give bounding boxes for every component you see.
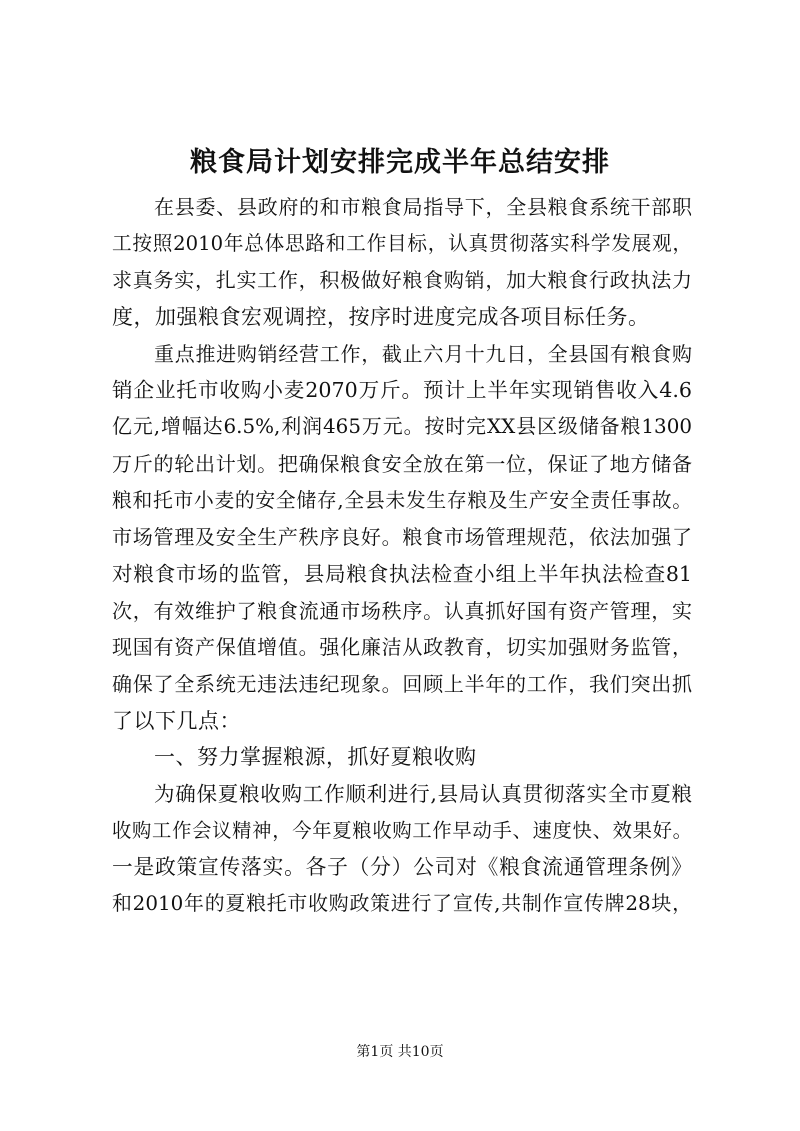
text-line: 亿元,增幅达6.5%,利润465万元。按时完XX县区级储备粮1300: [112, 415, 692, 439]
text-line: 重点推进购销经营工作，截止六月十九日，全县国有粮食购: [154, 341, 692, 366]
text-line: 粮和托市小麦的安全储存,全县未发生存粮及生产安全责任事故。: [112, 488, 692, 512]
text-line: 确保了全系统无违法违纪现象。回顾上半年的工作，我们突出抓: [112, 671, 692, 696]
text-line: 市场管理及安全生产秩序良好。粮食市场管理规范，依法加强了: [112, 525, 692, 550]
text-line: 工按照2010年总体思路和工作目标，认真贯彻落实科学发展观，: [112, 231, 692, 255]
text-line: 求真务实，扎实工作，积极做好粮食购销，加大粮食行政执法力: [112, 268, 692, 293]
text-line: 和2010年的夏粮托市收购政策进行了宣传,共制作宣传牌28块，: [112, 892, 692, 916]
text-line: 一是政策宣传落实。各子（分）公司对《粮食流通管理条例》: [112, 855, 692, 880]
text-line: 次，有效维护了粮食流通市场秩序。认真抓好国有资产管理，实: [112, 598, 692, 623]
text-line: 了以下几点：: [112, 708, 241, 733]
document-body: [112, 189, 692, 923]
text-line: 度，加强粮食宏观调控，按序时进度完成各项目标任务。: [112, 305, 650, 330]
text-line: 为确保夏粮收购工作顺利进行,县局认真贯彻落实全市夏粮: [154, 782, 692, 806]
text-line: 收购工作会议精神，今年夏粮收购工作早动手、速度快、效果好。: [112, 818, 692, 842]
text-line: 销企业托市收购小麦2070万斤。预计上半年实现销售收入4.6: [112, 378, 692, 403]
text-line: 现国有资产保值增值。强化廉洁从政教育，切实加强财务监管，: [112, 635, 692, 660]
text-line: 一、努力掌握粮源，抓好夏粮收购: [154, 745, 477, 770]
page-footer: 第1页 共10页: [356, 1044, 444, 1060]
text-line: 万斤的轮出计划。把确保粮食安全放在第一位，保证了地方储备: [112, 451, 692, 476]
text-line: 在县委、县政府的和市粮食局指导下，全县粮食系统干部职: [154, 195, 692, 219]
document-title: 粮食局计划安排完成半年总结安排: [190, 147, 610, 178]
text-line: 对粮食市场的监管，县局粮食执法检查小组上半年执法检查81: [112, 561, 692, 586]
